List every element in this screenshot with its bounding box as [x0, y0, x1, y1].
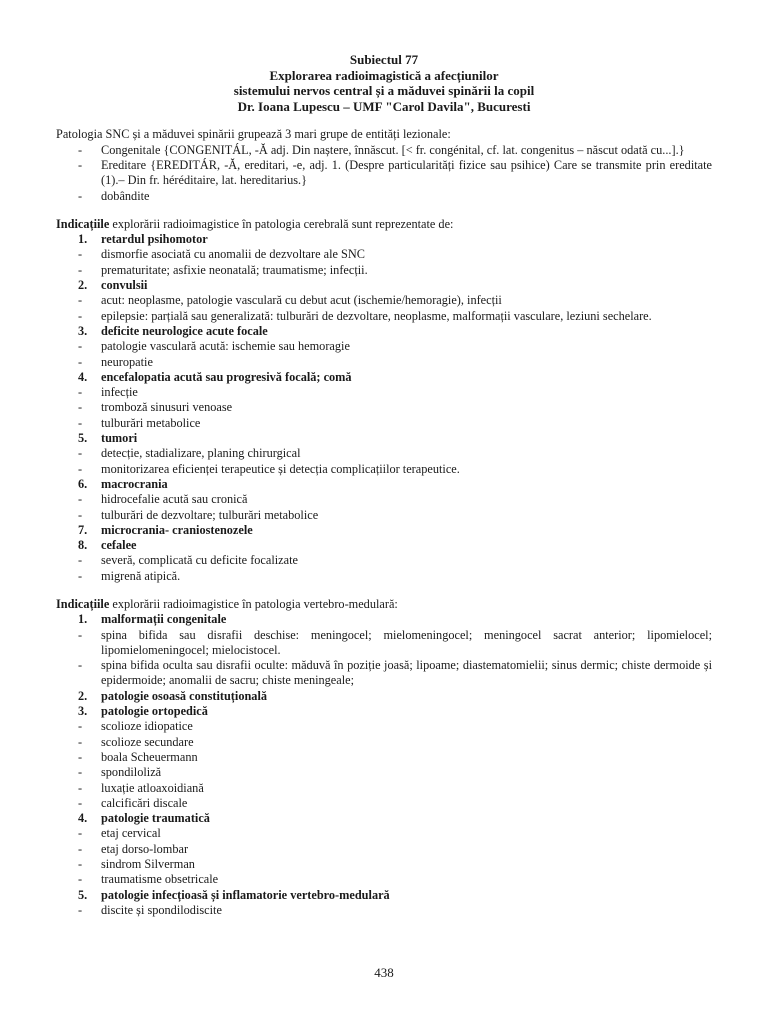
cerebral-group-item: - detecție, stadializare, planing chirurgical: [56, 446, 712, 461]
group-title: patologie osoasă constituțională: [101, 688, 268, 703]
cerebral-group-item: - tulburări metabolice: [56, 416, 712, 431]
cerebral-group-item: - patologie vasculară acută: ischemie sau hemoragie: [56, 339, 712, 354]
group-number: 1.: [78, 612, 88, 627]
spinal-group-item: - discite și spondilodiscite: [56, 903, 712, 918]
intro-item: - Congenitale {CONGENITÁL, -Ă adj. Din naștere, înnăscut. [< fr. congénital, cf. lat. congenitus – născut odată cu...].}: [56, 143, 712, 158]
group-number: 6.: [78, 476, 88, 491]
cerebral-group-heading: [56, 523, 712, 538]
spinal-lead-rest: explorării radioimagistice în patologia vertebro-medulară:: [109, 596, 398, 611]
group-number: 2.: [78, 278, 88, 293]
cerebral-group-heading: [56, 324, 712, 339]
group-title: patologie traumatică: [101, 811, 210, 826]
intro-item: - dobândite: [56, 189, 712, 204]
page-number: 438: [374, 965, 394, 980]
group-number: 5.: [78, 431, 88, 446]
intro-text: Patologia SNC și a măduvei spinării grupează 3 mari grupe de entități lezionale:: [56, 127, 451, 142]
title-line-2: sistemului nervos central și a măduvei spinării la copil: [233, 83, 535, 99]
spinal-group-item: - luxație atloaxoidiană: [56, 781, 712, 796]
group-title: patologie ortopedică: [101, 704, 208, 719]
group-title: retardul psihomotor: [101, 232, 208, 247]
cerebral-group-item: - epilepsie: parțială sau generalizată: tulburări de dezvoltare, neoplasme, malformații vasculare, leziuni sechelare.: [56, 309, 712, 324]
intro-section: [56, 127, 712, 203]
spinal-group-item: - boala Scheuermann: [56, 750, 712, 765]
spinal-group-heading: [56, 612, 712, 627]
spinal-group-item: - spina bifida oculta sau disrafii oculte: măduvă în poziție joasă; lipoame; diastematomielii; sinus dermic; chiste dermoide și epidermoide; anomalii de sacru; chiste meningeale;: [56, 658, 712, 689]
document-page: [56, 52, 712, 918]
cerebral-group-heading: [56, 370, 712, 385]
cerebral-group-item: - severă, complicată cu deficite focalizate: [56, 553, 712, 568]
group-number: 3.: [78, 704, 88, 719]
spinal-section: [56, 597, 712, 918]
cerebral-indications-list: [56, 232, 712, 584]
spinal-group-item: - traumatisme obsetricale: [56, 872, 712, 887]
group-number: 1.: [78, 232, 88, 247]
group-title: macrocrania: [101, 476, 168, 491]
cerebral-group-item: - infecție: [56, 385, 712, 400]
cerebral-lead-bold: Indicațiile: [56, 216, 110, 231]
spinal-lead: [56, 597, 712, 612]
spinal-group-heading: [56, 704, 712, 719]
cerebral-group-heading: [56, 232, 712, 247]
spinal-group-item: - etaj cervical: [56, 826, 712, 841]
cerebral-group-item: - acut: neoplasme, patologie vasculară cu debut acut (ischemie/hemoragie), infecții: [56, 293, 712, 308]
spinal-group-item: - spondiloliză: [56, 765, 712, 780]
group-number: 7.: [78, 522, 88, 537]
cerebral-section: [56, 217, 712, 584]
cerebral-group-item: - migrenă atipică.: [56, 569, 712, 584]
group-number: 2.: [78, 688, 88, 703]
group-number: 4.: [78, 369, 88, 384]
title-line-1: Explorarea radioimagistică a afecțiunilor: [269, 67, 499, 83]
cerebral-group-item: - hidrocefalie acută sau cronică: [56, 492, 712, 507]
spinal-group-item: - etaj dorso-lombar: [56, 842, 712, 857]
spinal-group-item: - calcificări discale: [56, 796, 712, 811]
spinal-group-heading: [56, 811, 712, 826]
cerebral-group-item: - neuropatie: [56, 355, 712, 370]
intro-list: [56, 143, 712, 204]
cerebral-group-item: - prematuritate; asfixie neonatală; traumatisme; infecții.: [56, 263, 712, 278]
group-number: 5.: [78, 887, 88, 902]
spinal-group-item: - scolioze idiopatice: [56, 719, 712, 734]
spinal-lead-bold: Indicațiile: [56, 596, 110, 611]
cerebral-group-item: - dismorfie asociată cu anomalii de dezvoltare ale SNC: [56, 247, 712, 262]
group-number: 8.: [78, 538, 88, 553]
group-title: tumori: [101, 431, 138, 446]
group-title: deficite neurologice acute focale: [101, 323, 268, 338]
cerebral-group-heading: [56, 477, 712, 492]
cerebral-group-heading: [56, 278, 712, 293]
group-title: convulsii: [101, 278, 148, 293]
spinal-group-item: - spina bifida sau disrafii deschise: meningocel; mielomeningocel; meningocel sacrat anterior; lipomielocel; lipomielomeningocel; mielocistocel.: [56, 628, 712, 659]
group-title: microcrania- craniostenozele: [101, 522, 253, 537]
document-title-block: [56, 52, 712, 114]
spinal-group-item: - scolioze secundare: [56, 735, 712, 750]
spinal-group-heading: [56, 689, 712, 704]
subject-number: Subiectul 77: [349, 52, 419, 67]
group-number: 4.: [78, 811, 88, 826]
group-title: cefalee: [101, 538, 137, 553]
spinal-group-heading: [56, 888, 712, 903]
spinal-group-item: - sindrom Silverman: [56, 857, 712, 872]
cerebral-group-item: - tromboză sinusuri venoase: [56, 400, 712, 415]
group-title: malformații congenitale: [101, 612, 227, 627]
cerebral-group-item: - tulburări de dezvoltare; tulburări metabolice: [56, 508, 712, 523]
cerebral-group-heading: [56, 538, 712, 553]
group-title: encefalopatia acută sau progresivă focală; comă: [101, 369, 352, 384]
group-number: 3.: [78, 323, 88, 338]
group-title: patologie infecțioasă și inflamatorie vertebro-medulară: [101, 887, 390, 902]
cerebral-lead: [56, 217, 712, 232]
intro-item: - Ereditare {EREDITÁR, -Ă, ereditari, -e, adj. 1. (Despre particularități fizice sau psihice) Care se transmite prin ereditate (1).– Din fr. héréditaire, lat. hereditarius.}: [56, 158, 712, 189]
cerebral-group-heading: [56, 431, 712, 446]
cerebral-lead-rest: explorării radioimagistice în patologia cerebrală sunt reprezentate de:: [109, 216, 454, 231]
author-line: Dr. Ioana Lupescu – UMF "Carol Davila", Bucuresti: [237, 98, 531, 114]
cerebral-group-item: - monitorizarea eficienței terapeutice și detecția complicațiilor terapeutice.: [56, 462, 712, 477]
spinal-indications-list: [56, 612, 712, 918]
